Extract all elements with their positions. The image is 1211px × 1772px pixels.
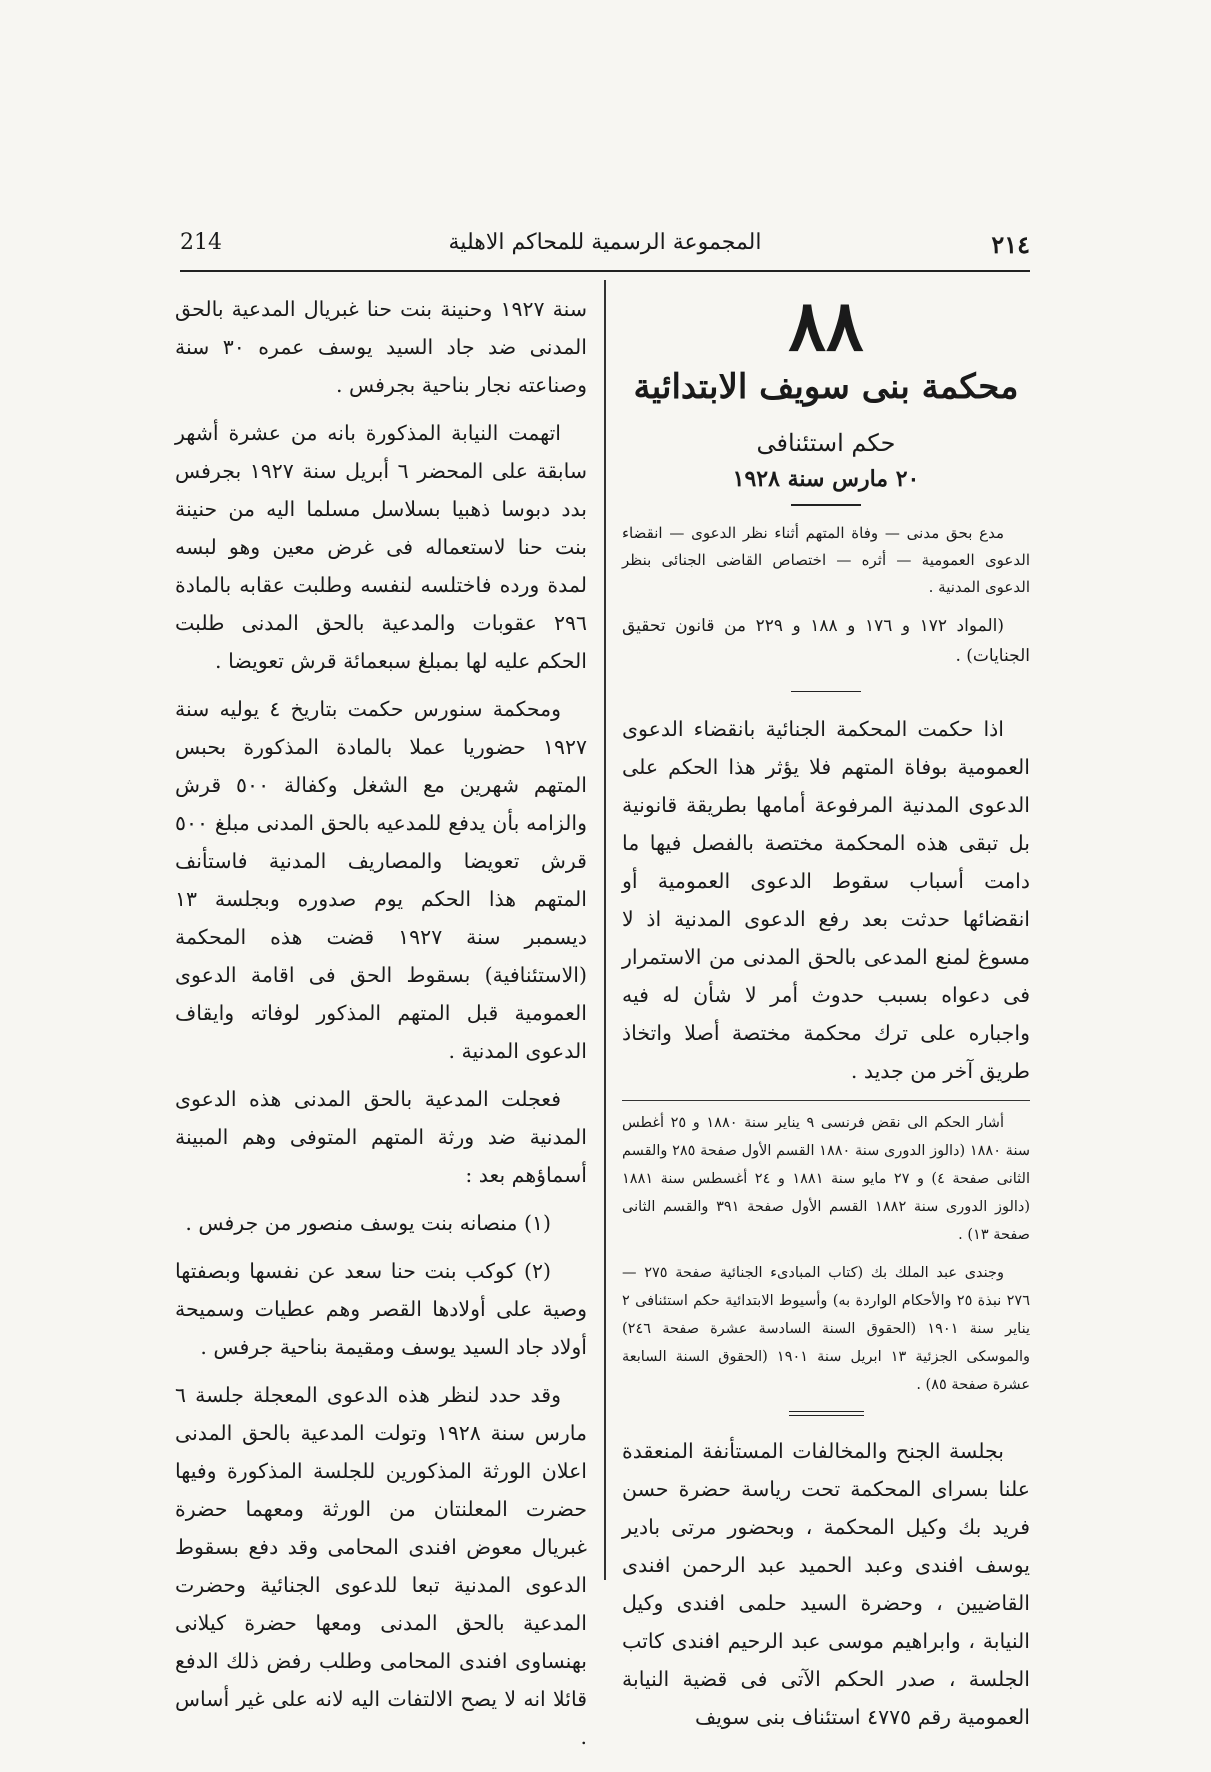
section-rule xyxy=(791,691,861,693)
paragraph-4: فعجلت المدعية بالحق المدنى هذه الدعوى المدنية ضد ورثة المتهم المتوفى وهم المبينة أسماؤهم بعد : xyxy=(175,1087,587,1187)
session-paragraph: بجلسة الجنح والمخالفات المستأنفة المنعقدة علنا بسراى المحكمة تحت رياسة حضرة حسن فريد بك وكيل المحكمة ، وبحضور مرتى بادير يوسف افندى وعبد الحميد عبد الرحمن افندى القاضيين ، وحضرة السيد حلمى افندى وكيل النيابة ، وابراهيم موسى عبد الرحيم افندى كاتب الجلسة ، صدر الحكم الآتى فى قضية النيابة العمومية رقم ٤٧٧٥ استئناف بنى سويف xyxy=(622,1439,1030,1729)
right-column xyxy=(622,285,1030,1746)
heir-1: (١) منصانه بنت يوسف منصور من جرفس . xyxy=(185,1211,551,1235)
judgment-type: حكم استئنافى xyxy=(756,429,896,457)
legal-principle: اذا حكمت المحكمة الجنائية بانقضاء الدعوى العمومية بوفاة المتهم فلا يؤثر هذا الحكم على الدعوى المدنية المرفوعة أمامها بطريقة قانونية بل تبقى هذه المحكمة مختصة بالفصل فيها ما دامت أسباب سقوط الدعوى العمومية أو انقضائها حدثت بعد رفع الدعوى المدنية اذ لا مسوغ لمنع المدعى بالحق المدنى من الاستمرار فى دعواه بسبب حدوث أمر لا شأن له فيه واجباره على ترك محكمة مختصة أصلا واتخاذ طريق آخر من جديد . xyxy=(622,717,1030,1083)
column-divider xyxy=(604,280,606,1580)
page-title: المجموعة الرسمية للمحاكم الاهلية xyxy=(448,230,762,255)
page-number-latin: 214 xyxy=(180,230,222,255)
paragraph-3: ومحكمة سنورس حكمت بتاريخ ٤ يوليه سنة ١٩٢٧ حضوريا عملا بالمادة المذكورة بحبس المتهم شهرين مع الشغل وكفالة ٥٠٠ قرش والزامه بأن يدفع للمدعيه بالحق المدنى مبلغ ٥٠٠ قرش تعويضا والمصاريف المدنية فاستأنف المتهم هذا الحكم يوم صدوره وبجلسة ١٣ ديسمبر سنة ١٩٢٧ قضت هذه المحكمة (الاستئنافية) بسقوط الحق فى اقامة الدعوى العمومية قبل المتهم المذكور لوفاته وايقاف الدعوى المدنية . xyxy=(175,697,587,1063)
paragraph-5: وقد حدد لنظر هذه الدعوى المعجلة جلسة ٦ مارس سنة ١٩٢٨ وتولت المدعية بالحق المدنى اعلان الورثة المذكورين للجلسة المذكورة وفيها حضرت المعلنتان من الورثة ومعهما حضرة غبريال معوض افندى المحامى وقد دفع بسقوط الدعوى المدنية تبعا للدعوى الجنائية وحضرت المدعية بالحق المدنى ومعها حضرة كيلانى بهنساوى افندى المحامى وطلب رفض ذلك الدفع قائلا انه لا يصح الالتفات اليه لانه على غير أساس . xyxy=(175,1383,587,1749)
heir-2: (٢) كوكب بنت حنا سعد عن نفسها وبصفتها وصية على أولادها القصر وهم عطيات وسميحة أولاد جاد السيد يوسف ومقيمة بناحية جرفس . xyxy=(175,1259,587,1359)
footnote-2: وجندى عبد الملك بك (كتاب المبادىء الجنائية صفحة ٢٧٥ — ٢٧٦ نبذة ٢٥ والأحكام الواردة به) وأسيوط الابتدائية حكم استئنافى ٢ يناير سنة ١٩٠١ (الحقوق السنة السادسة عشرة صفحة ٢٤٦) والموسكى الجزئية ١٣ ابريل سنة ١٩٠١ (الحقوق السنة السابعة عشرة صفحة ٨٥) . xyxy=(622,1265,1030,1393)
keywords: مدع بحق مدنى — وفاة المتهم أثناء نظر الدعوى — انقضاء الدعوى العمومية — أثره — اختصاص القاضى الجنائى بنظر الدعوى المدنية . xyxy=(622,523,1030,596)
court-name: محكمة بنى سويف الابتدائية xyxy=(633,367,1019,407)
double-rule xyxy=(789,1411,864,1416)
header-rule xyxy=(180,270,1030,272)
footnote-rule xyxy=(622,1100,1030,1101)
judgment-date: ٢٠ مارس سنة ١٩٢٨ xyxy=(732,466,920,492)
paragraph-2: اتهمت النيابة المذكورة بانه من عشرة أشهر سابقة على المحضر ٦ أبريل سنة ١٩٢٧ بجرفس بدد دبوسا ذهبيا بسلاسل مسلما اليه من حنينة بنت حنا لاستعماله فى غرض معين وهو لبسه لمدة ورده فاختلسه لنفسه وطلبت عقابه بالمادة ٢٩٦ عقوبات والمدعية بالحق المدنى طلبت الحكم عليه لها بمبلغ سبعمائة قرش تعويضا . xyxy=(175,421,587,673)
footnote-1: أشار الحكم الى نقض فرنسى ٩ يناير سنة ١٨٨٠ و ٢٥ أغطس سنة ١٨٨٠ (دالوز الدورى سنة ١٨٨٠ القسم الأول صفحة ٢٨٥ والقسم الثانى صفحة ٤) و ٢٧ مايو سنة ١٨٨١ و ٢٤ أغسطس سنة ١٨٨١ (دالوز الدورى سنة ١٨٨٢ القسم الأول صفحة ٣٩١ والقسم الثانى صفحة ١٣) . xyxy=(622,1115,1031,1243)
articles-reference: (المواد ١٧٢ و ١٧٦ و ١٨٨ و ٢٢٩ من قانون تحقيق الجنايات) . xyxy=(622,615,1030,666)
title-rule xyxy=(791,504,861,506)
page-header xyxy=(180,230,1030,270)
page-number-arabic: ٢١٤ xyxy=(991,230,1030,259)
case-number: ٨٨ xyxy=(788,284,864,367)
left-column xyxy=(175,290,587,1766)
paragraph-1: سنة ١٩٢٧ وحنينة بنت حنا غبريال المدعية بالحق المدنى ضد جاد السيد يوسف عمره ٣٠ سنة وصناعته نجار بناحية بجرفس . xyxy=(175,297,587,397)
